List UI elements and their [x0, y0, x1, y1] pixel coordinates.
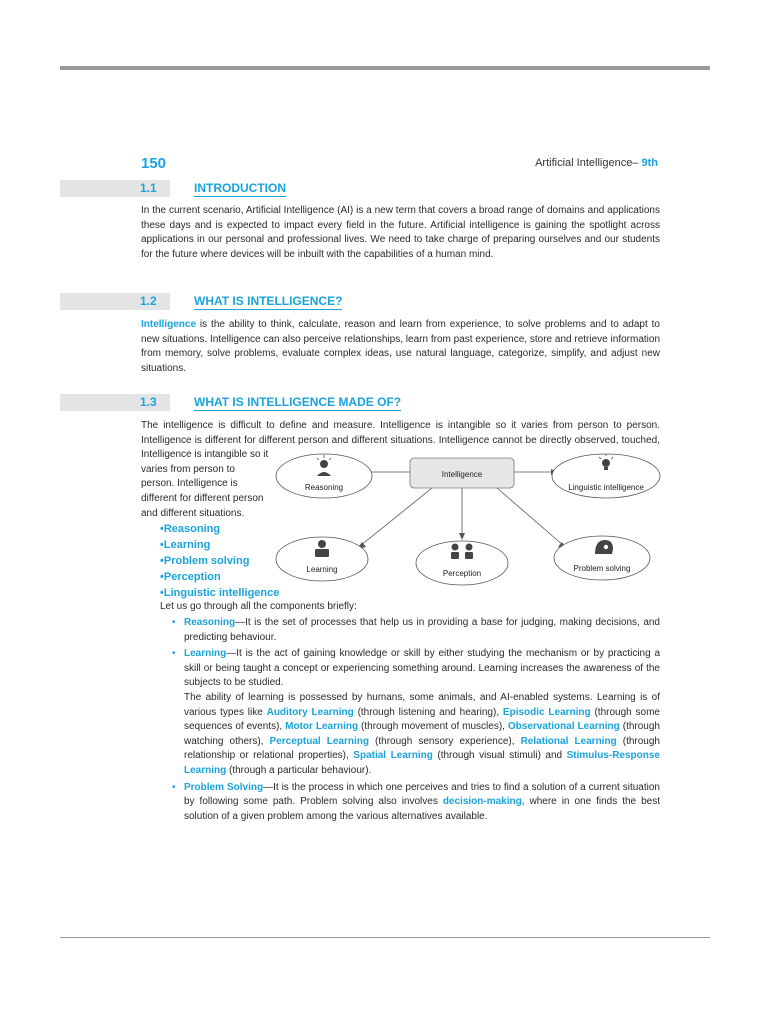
- learning-types-paragraph: [184, 691, 660, 779]
- connector-problem-solving: [497, 488, 564, 546]
- section-heading-1-2: [60, 293, 710, 310]
- reasoning-text: —It is the set of processes that help us in providing a base for judging, making decisions, and predicting behaviour.: [184, 617, 660, 643]
- list-item: • Perception: [160, 569, 279, 585]
- learning-types-intro: The ability of learning is possessed by humans, some animals, and AI-enabled systems. Learning is of various types like: [184, 691, 660, 718]
- connector-learning: [360, 488, 432, 546]
- list-item: • Problem solving: [160, 553, 279, 569]
- list-item: [170, 647, 660, 778]
- problem-solving-label: Problem solving: [573, 564, 631, 573]
- reasoning-term: Reasoning: [184, 617, 236, 628]
- composition-intro-text: The intelligence is difficult to define and measure. Intelligence is intangible so it varies from person to person. Intelligence is different for different person and different situations. Intelligence cannot be directly observed, touched,: [141, 420, 660, 446]
- bottom-rule: [60, 937, 710, 938]
- component-list: [160, 521, 279, 601]
- list-item: • Learning: [160, 537, 279, 553]
- learning-text: —It is the act of gaining knowledge or skill by either studying the mechanism or by practicing a skill or being taught a concept or experiencing something around. Learning increases the awareness of the subjects to be studied.: [184, 648, 660, 689]
- episodic-desc: (through some sequences of events),: [184, 706, 660, 733]
- list-item: • Linguistic intelligence: [160, 585, 279, 601]
- perception-node: [416, 541, 508, 585]
- auditory-term: Auditory Learning: [266, 706, 354, 718]
- intelligence-term: Intelligence: [141, 319, 197, 330]
- observational-term: Observational Learning: [507, 721, 620, 733]
- arrowhead: [459, 533, 465, 540]
- stimulus-desc: (through a particular behaviour).: [226, 764, 372, 776]
- intelligence-label: Intelligence: [441, 470, 483, 479]
- stimulus-term: Stimulus-Response Learning: [184, 750, 660, 776]
- section-title: INTRODUCTION: [194, 181, 286, 195]
- page-number: 150: [141, 155, 167, 172]
- top-rule: [60, 66, 710, 70]
- section-title: WHAT IS INTELLIGENCE MADE OF?: [194, 395, 402, 409]
- reasoning-label: Reasoning: [304, 483, 344, 492]
- learning-term: Learning: [184, 648, 227, 660]
- composition-intro-top: [141, 419, 660, 449]
- composition-intro-wrap: [141, 448, 269, 520]
- learning-label: Learning: [306, 565, 338, 574]
- perceptual-desc: (through sensory experience),: [368, 735, 521, 747]
- section-heading-1-1: [60, 180, 710, 197]
- perception-label: Perception: [442, 569, 482, 578]
- relational-term: Relational Learning: [520, 735, 617, 747]
- observational-desc: (through watching others),: [184, 721, 660, 747]
- running-head-grade: 9th: [641, 157, 658, 169]
- section-number: 1.2: [140, 294, 157, 308]
- definition-paragraph: [141, 318, 660, 376]
- linguistic-label: Linguistic intelligence: [568, 483, 644, 492]
- problem-solving-text-end: where in one finds the best solution of a given problem among the various alternatives available.: [184, 796, 660, 822]
- intro-paragraph: In the current scenario, Artificial Intelligence (AI) is a new term that covers a broad range of domains and applications these days and is expected to impact every field in the future. Artificial intelligence is gaining the spotlight across applications in our personal and professional lives. We need to take charge of preparing ourselves and our students for the future where devices will be inbuilt with the capabilities of a human mind.: [141, 205, 660, 260]
- episodic-term: Episodic Learning: [502, 706, 591, 718]
- components-lead: Let us go through all the components briefly:: [160, 601, 357, 612]
- perceptual-term: Perceptual Learning: [269, 735, 369, 747]
- spatial-desc: (through visual stimuli) and: [432, 750, 567, 762]
- motor-desc: (through movement of muscles),: [358, 721, 508, 733]
- section-title: WHAT IS INTELLIGENCE?: [194, 294, 343, 308]
- section-heading-1-3: [60, 394, 710, 411]
- list-item: [170, 616, 660, 645]
- list-item: • Reasoning: [160, 521, 279, 537]
- component-details: [170, 616, 660, 826]
- composition-intro-continued: Intelligence is intangible so it varies from person to person. Intelligence is different for different person and different situations.: [141, 449, 269, 519]
- motor-term: Motor Learning: [285, 721, 359, 733]
- auditory-desc: (through listening and hearing),: [353, 706, 503, 718]
- definition-text: is the ability to think, calculate, reason and learn from experience, to solve problems and to adapt to new situations. Intelligence can also perceive relationships, learn from past experience, store and retrieve information from memory, solve problems, evaluate complex ideas, use natural language, categorize, simplify, and adjust new situations.: [141, 319, 660, 374]
- list-item: [170, 781, 660, 825]
- relational-desc: (through relationship or relational properties),: [184, 735, 660, 762]
- running-head: [535, 157, 658, 169]
- running-head-title: Artificial Intelligence–: [535, 157, 639, 169]
- decision-making-term: decision-making,: [442, 796, 525, 808]
- spatial-term: Spatial Learning: [353, 750, 433, 762]
- intelligence-diagram: [272, 450, 672, 595]
- problem-solving-term: Problem Solving: [184, 781, 264, 793]
- problem-solving-text: —It is the process in which one perceives and tries to find a solution of a current situation by following some path. Problem solving also involves: [184, 781, 660, 808]
- section-number: 1.3: [140, 395, 157, 409]
- section-number: 1.1: [140, 181, 157, 195]
